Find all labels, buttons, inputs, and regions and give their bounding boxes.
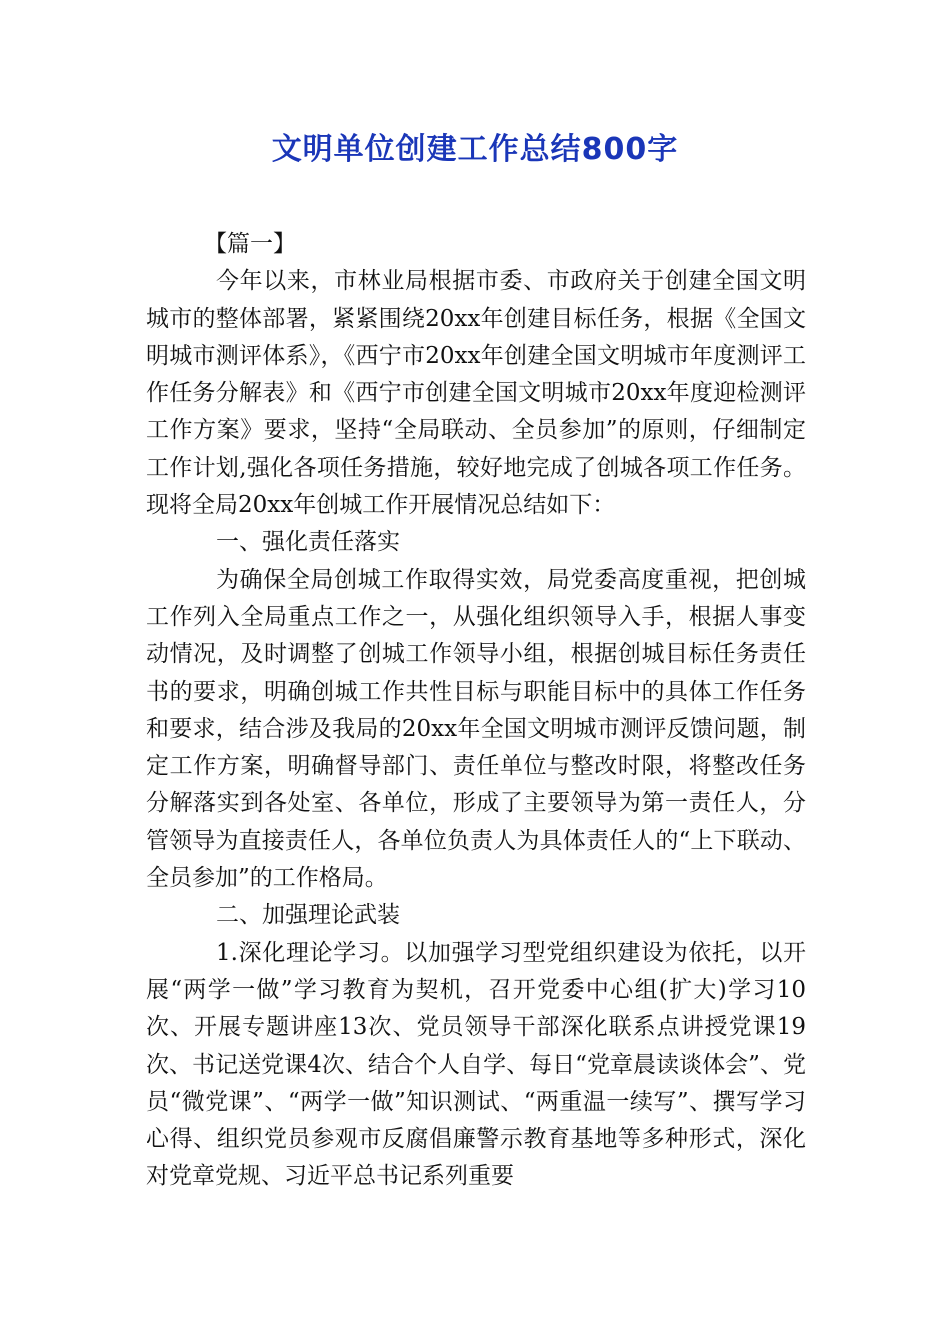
section-heading-responsibility: 一、强化责任落实 — [216, 529, 400, 556]
document-body — [146, 226, 806, 1196]
paragraph-responsibility: 为确保全局创城工作取得实效，局党委高度重视，把创城工作列入全局重点工作之一，从强化组织领导入手，根据人事变动情况，及时调整了创城工作领导小组，根据创城目标任务责任书的要求，明确创城工作共性目标与职能目标中的具体工作任务和要求，结合涉及我局的20xx年全国文明城市测评反馈问题，制定工作方案，明确督导部门、责任单位与整改时限，将整改任务分解落实到各处室、各单位，形成了主要领导为第一责任人，分管领导为直接责任人，各单位负责人为具体责任人的“上下联动、全员参加”的工作格局。 — [146, 566, 806, 892]
section-heading-theory: 二、加强理论武装 — [216, 902, 400, 929]
section-heading-part-one: 【篇一】 — [204, 231, 296, 257]
document-title: 文明单位创建工作总结800字 — [271, 132, 679, 167]
paragraph-theory-study: 1.深化理论学习。以加强学习型党组织建设为依托，以开展“两学一做”学习教育为契机，召开党委中心组(扩大)学习10次、开展专题讲座13次、党员领导干部深化联系点讲授党课19次、书记送党课4次、结合个人自学、每日“党章晨读谈体会”、党员“微党课”、“两学一做”知识测试、“两重温一续写”、撰写学习心得、组织党员参观市反腐倡廉警示教育基地等多种形式，深化对党章党规、习近平总书记系列重要 — [146, 939, 806, 1190]
paragraph-intro: 今年以来，市林业局根据市委、市政府关于创建全国文明城市的整体部署，紧紧围绕20xx年创建目标任务，根据《全国文明城市测评体系》，《西宁市20xx年创建全国文明城市年度测评工作任务分解表》和《西宁市创建全国文明城市20xx年度迎检测评工作方案》要求，坚持“全局联动、全员参加”的原则，仔细制定工作计划,强化各项任务措施，较好地完成了创城各项工作任务。现将全局20xx年创城工作开展情况总结如下： — [146, 268, 806, 519]
